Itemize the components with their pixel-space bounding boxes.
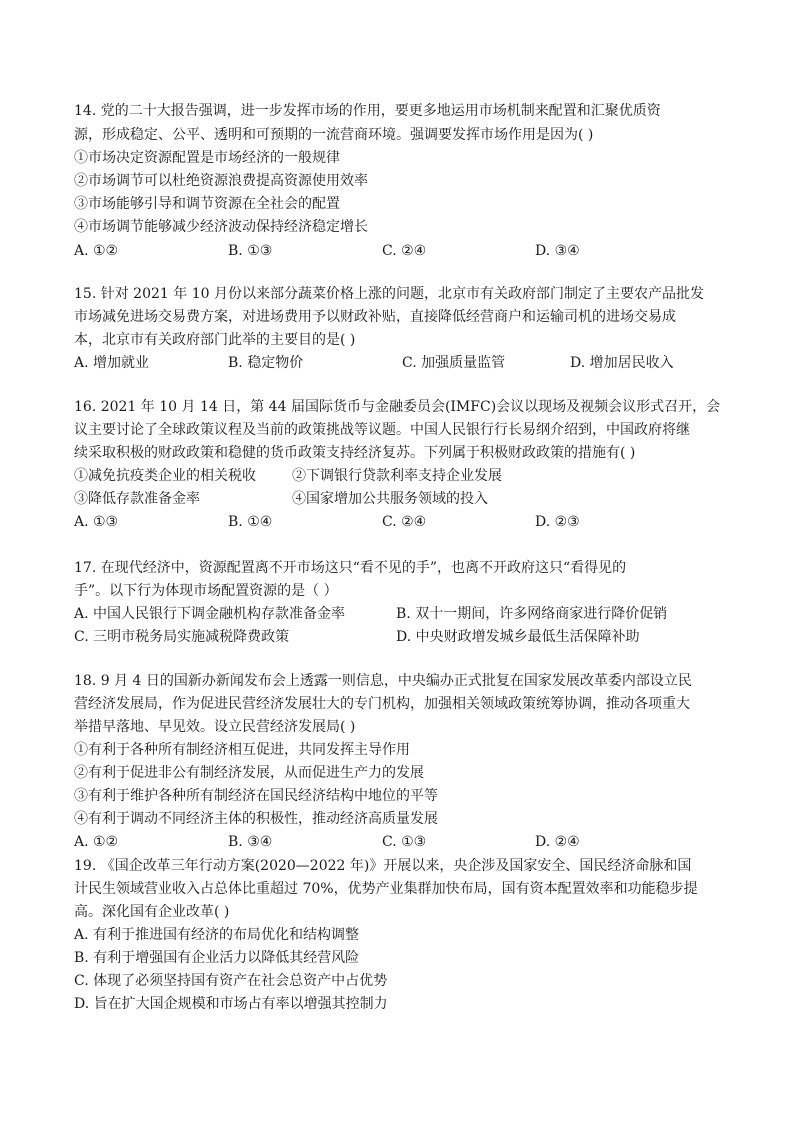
option-d: D. ②④ [535,834,580,850]
question-text: 市场减免进场交易费方案，对进场费用予以财政补贴，直接降低经营商户和运输司机的进场交易成 [74,309,676,325]
option-a: A. 增加就业 [74,355,150,371]
statement-1: ①减免抗疫类企业的相关税收 [74,468,256,484]
question-text: 17. 在现代经济中，资源配置离不开市场这只“看不见的手”，也离不开政府这只“看得见的 [74,560,627,576]
statement-3: ③有利于维护各种所有制经济在国民经济结构中地位的平等 [74,788,438,804]
question-text: 手”。以下行为体现市场配置资源的是（ ） [74,583,338,599]
question-text: 续采取积极的财政政策和稳健的货币政策支持经济复苏。下列属于积极财政政策的措施有( ) [74,445,636,461]
question-text: 高。深化国有企业改革( ) [74,904,230,920]
statement-1: ①有利于各种所有制经济相互促进，共同发挥主导作用 [74,742,410,758]
option-c: C. ②④ [382,243,427,259]
option-a: A. ①③ [74,514,119,530]
option-c: C. 三明市税务局实施减税降费政策 [74,629,290,645]
question-text: 举措早落地、早见效。设立民营经济发展局( ) [74,719,356,735]
option-d: D. ②③ [535,514,580,530]
option-c: C. ②④ [382,514,427,530]
option-d: D. 增加居民收入 [570,355,674,371]
question-text: 源，形成稳定、公平、透明和可预期的一流营商环境。强调要发挥市场作用是因为( ) [74,127,594,143]
option-a: A. 中国人民银行下调金融机构存款准备金率 [74,606,346,622]
option-c: C. 体现了必须坚持国有资产在社会总资产中占优势 [74,973,388,989]
option-b: B. ①④ [228,514,273,530]
question-text: 14. 党的二十大报告强调，进一步发挥市场的作用，要更多地运用市场机制来配置和汇聚优质资 [74,103,661,119]
option-b: B. 稳定物价 [228,355,304,371]
question-text: 19. 《国企改革三年行动方案(2020—2022 年)》开展以来，央企涉及国家安全、国民经济命脉和国 [74,858,692,874]
statement-4: ④市场调节能够减少经济波动保持经济稳定增长 [74,219,368,235]
statement-2: ②下调银行贷款利率支持企业发展 [292,468,502,484]
option-a: A. 有利于推进国有经济的布局优化和结构调整 [74,927,360,943]
question-text: 营经济发展局，作为促进民营经济发展壮大的专门机构，加强相关领域政策统筹协调，推动各项重大 [74,696,690,712]
statement-1: ①市场决定资源配置是市场经济的一般规律 [74,150,340,166]
question-text: 16. 2021 年 10 月 14 日，第 44 届国际货币与金融委员会(IMFC)会议以现场及视频会议形式召开，会 [74,399,721,415]
statement-2: ②有利于促进非公有制经济发展，从而促进生产力的发展 [74,765,424,781]
statement-3: ③市场能够引导和调节资源在全社会的配置 [74,196,340,212]
question-text: 计民生领域营业收入占总体比重超过 70%，优势产业集群加快布局，国有资本配置效率和功能稳步提 [74,881,698,897]
question-text: 议主要讨论了全球政策议程及当前的政策挑战等议题。中国人民银行行长易纲介绍到，中国政府将继 [74,422,690,438]
option-b: B. ①③ [228,243,273,259]
option-c: C. 加强质量监管 [402,355,506,371]
option-d: D. ③④ [535,243,580,259]
option-b: B. 有利于增强国有企业活力以降低其经营风险 [74,950,360,966]
statement-2: ②市场调节可以杜绝资源浪费提高资源使用效率 [74,173,368,189]
statement-4: ④有利于调动不同经济主体的积极性，推动经济高质量发展 [74,811,438,827]
option-d: D. 中央财政增发城乡最低生活保障补助 [396,629,640,645]
option-a: A. ①② [74,243,119,259]
option-b: B. ③④ [228,834,273,850]
statement-3: ③降低存款准备金率 [74,491,200,507]
question-text: 15. 针对 2021 年 10 月份以来部分蔬菜价格上涨的问题，北京市有关政府部门制定了主要农产品批发 [74,286,704,302]
question-text: 18. 9 月 4 日的国新办新闻发布会上透露一则信息，中央编办正式批复在国家发展改革委内部设立民 [74,673,692,689]
option-c: C. ①③ [382,834,427,850]
option-a: A. ①② [74,834,119,850]
question-text: 本，北京市有关政府部门此举的主要目的是( ) [74,332,356,348]
option-b: B. 双十一期间，许多网络商家进行降价促销 [396,606,668,622]
option-d: D. 旨在扩大国企规模和市场占有率以增强其控制力 [74,996,388,1012]
statement-4: ④国家增加公共服务领域的投入 [292,491,488,507]
